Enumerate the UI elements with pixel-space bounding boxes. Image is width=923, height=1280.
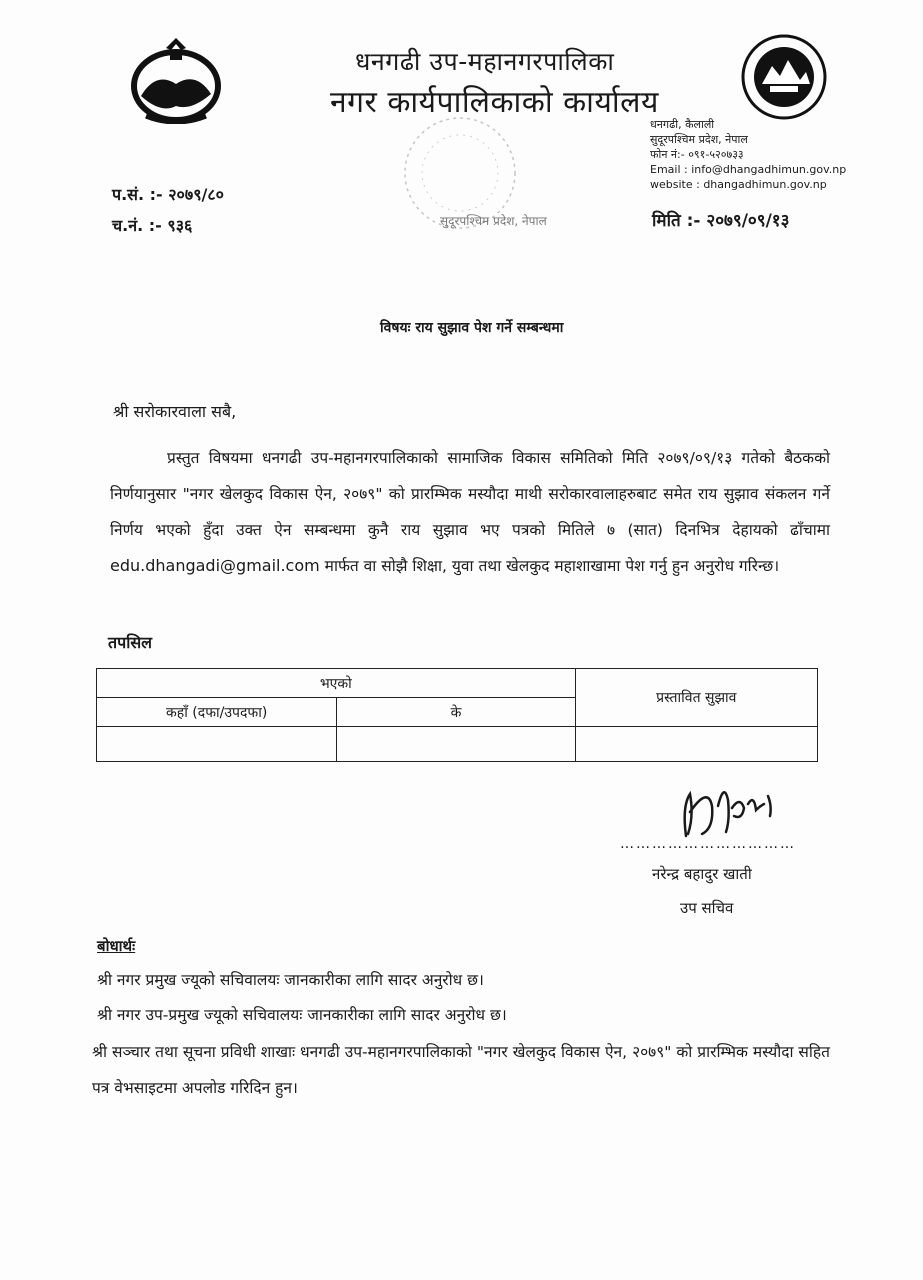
phone-line: फोन नं:- ०९१-५२०७३३ (650, 148, 744, 161)
tapasil-label: तपसिल (108, 633, 153, 652)
header-col3: प्रस्तावित सुझाव (575, 669, 817, 727)
nepal-emblem-icon (126, 36, 226, 124)
email-line: Email : info@dhangadhimun.gov.np (650, 163, 847, 176)
chalani-number: च.नं. :- ९३६ (112, 216, 193, 235)
signature-line: …………………………… (620, 836, 796, 852)
signatory-designation: उप सचिव (680, 899, 734, 917)
table-cell[interactable] (337, 727, 575, 762)
email-link[interactable]: edu.dhangadi@gmail.com (110, 556, 320, 575)
office-name-line1: धनगढी उप-महानगरपालिका (355, 47, 615, 76)
header-col2: के (337, 698, 575, 727)
office-name-line2: नगर कार्यपालिकाको कार्यालय (330, 85, 659, 120)
cc-line1: श्री नगर प्रमुख ज्यूको सचिवालयः जानकारीका लागि सादर अनुरोध छ। (97, 971, 484, 989)
stamp-text: सुदूरपश्चिम प्रदेश, नेपाल (440, 214, 547, 228)
address-line2: सुदूरपश्चिम प्रदेश, नेपाल (650, 133, 748, 146)
cc-line3: श्री सञ्चार तथा सूचना प्रविधी शाखाः धनगढी उप-महानगरपालिकाको "नगर खेलकुद विकास ऐन, २०७९" को प्रारम्भिक मस्यौदा सहित पत्र वेभसाइटमा अपलोड गरिदिन हुन। (92, 1043, 830, 1097)
address-line1: धनगढी, कैलाली (650, 118, 715, 131)
suggestion-form-table (96, 668, 818, 762)
body-text-part1: प्रस्तुत विषयमा धनगढी उप-महानगरपालिकाको सामाजिक विकास समितिको मिति २०७९/०९/१३ गतेको बैठकको निर्णयानुसार "नगर खेलकुद विकास ऐन, २०७९" को प्रारम्भिक मस्यौदा माथी सरोकारवालाहरुबाट समेत राय सुझाव संकलन गर्ने निर्णय भएको हुँदा उक्त ऐन सम्बन्धमा कुनै राय सुझाव भए पत्रको मितिले ७ (सात) दिनभित्र देहायको ढाँचामा (110, 449, 830, 539)
body-paragraph (110, 440, 830, 584)
patra-sankhya: प.सं. :- २०७९/८० (112, 185, 225, 204)
address-block (650, 117, 846, 192)
header-col1: कहाँ (दफा/उपदफा) (97, 698, 337, 727)
website-line: website : dhangadhimun.gov.np (650, 178, 827, 191)
table-row (97, 727, 818, 762)
subject-line: विषयः राय सुझाव पेश गर्ने सम्बन्धमा (380, 320, 564, 336)
table-header-row (97, 669, 818, 698)
table-cell[interactable] (575, 727, 817, 762)
cc-line2: श्री नगर उप-प्रमुख ज्यूको सचिवालयः जानकारीका लागि सादर अनुरोध छ। (97, 1006, 507, 1024)
signatory-name: नरेन्द्र बहादुर खाती (652, 865, 752, 883)
letter-date: मिति :- २०७९/०९/१३ (652, 211, 790, 231)
municipality-seal-icon (740, 32, 828, 122)
body-text-part2: मार्फत वा सोझै शिक्षा, युवा तथा खेलकुद महाशाखामा पेश गर्नु हुन अनुरोध गरिन्छ। (324, 557, 780, 575)
salutation: श्री सरोकारवाला सबै, (113, 402, 237, 421)
table-cell[interactable] (97, 727, 337, 762)
header-group-cell: भएको (97, 669, 576, 698)
cc-heading: बोधार्थः (97, 937, 136, 955)
